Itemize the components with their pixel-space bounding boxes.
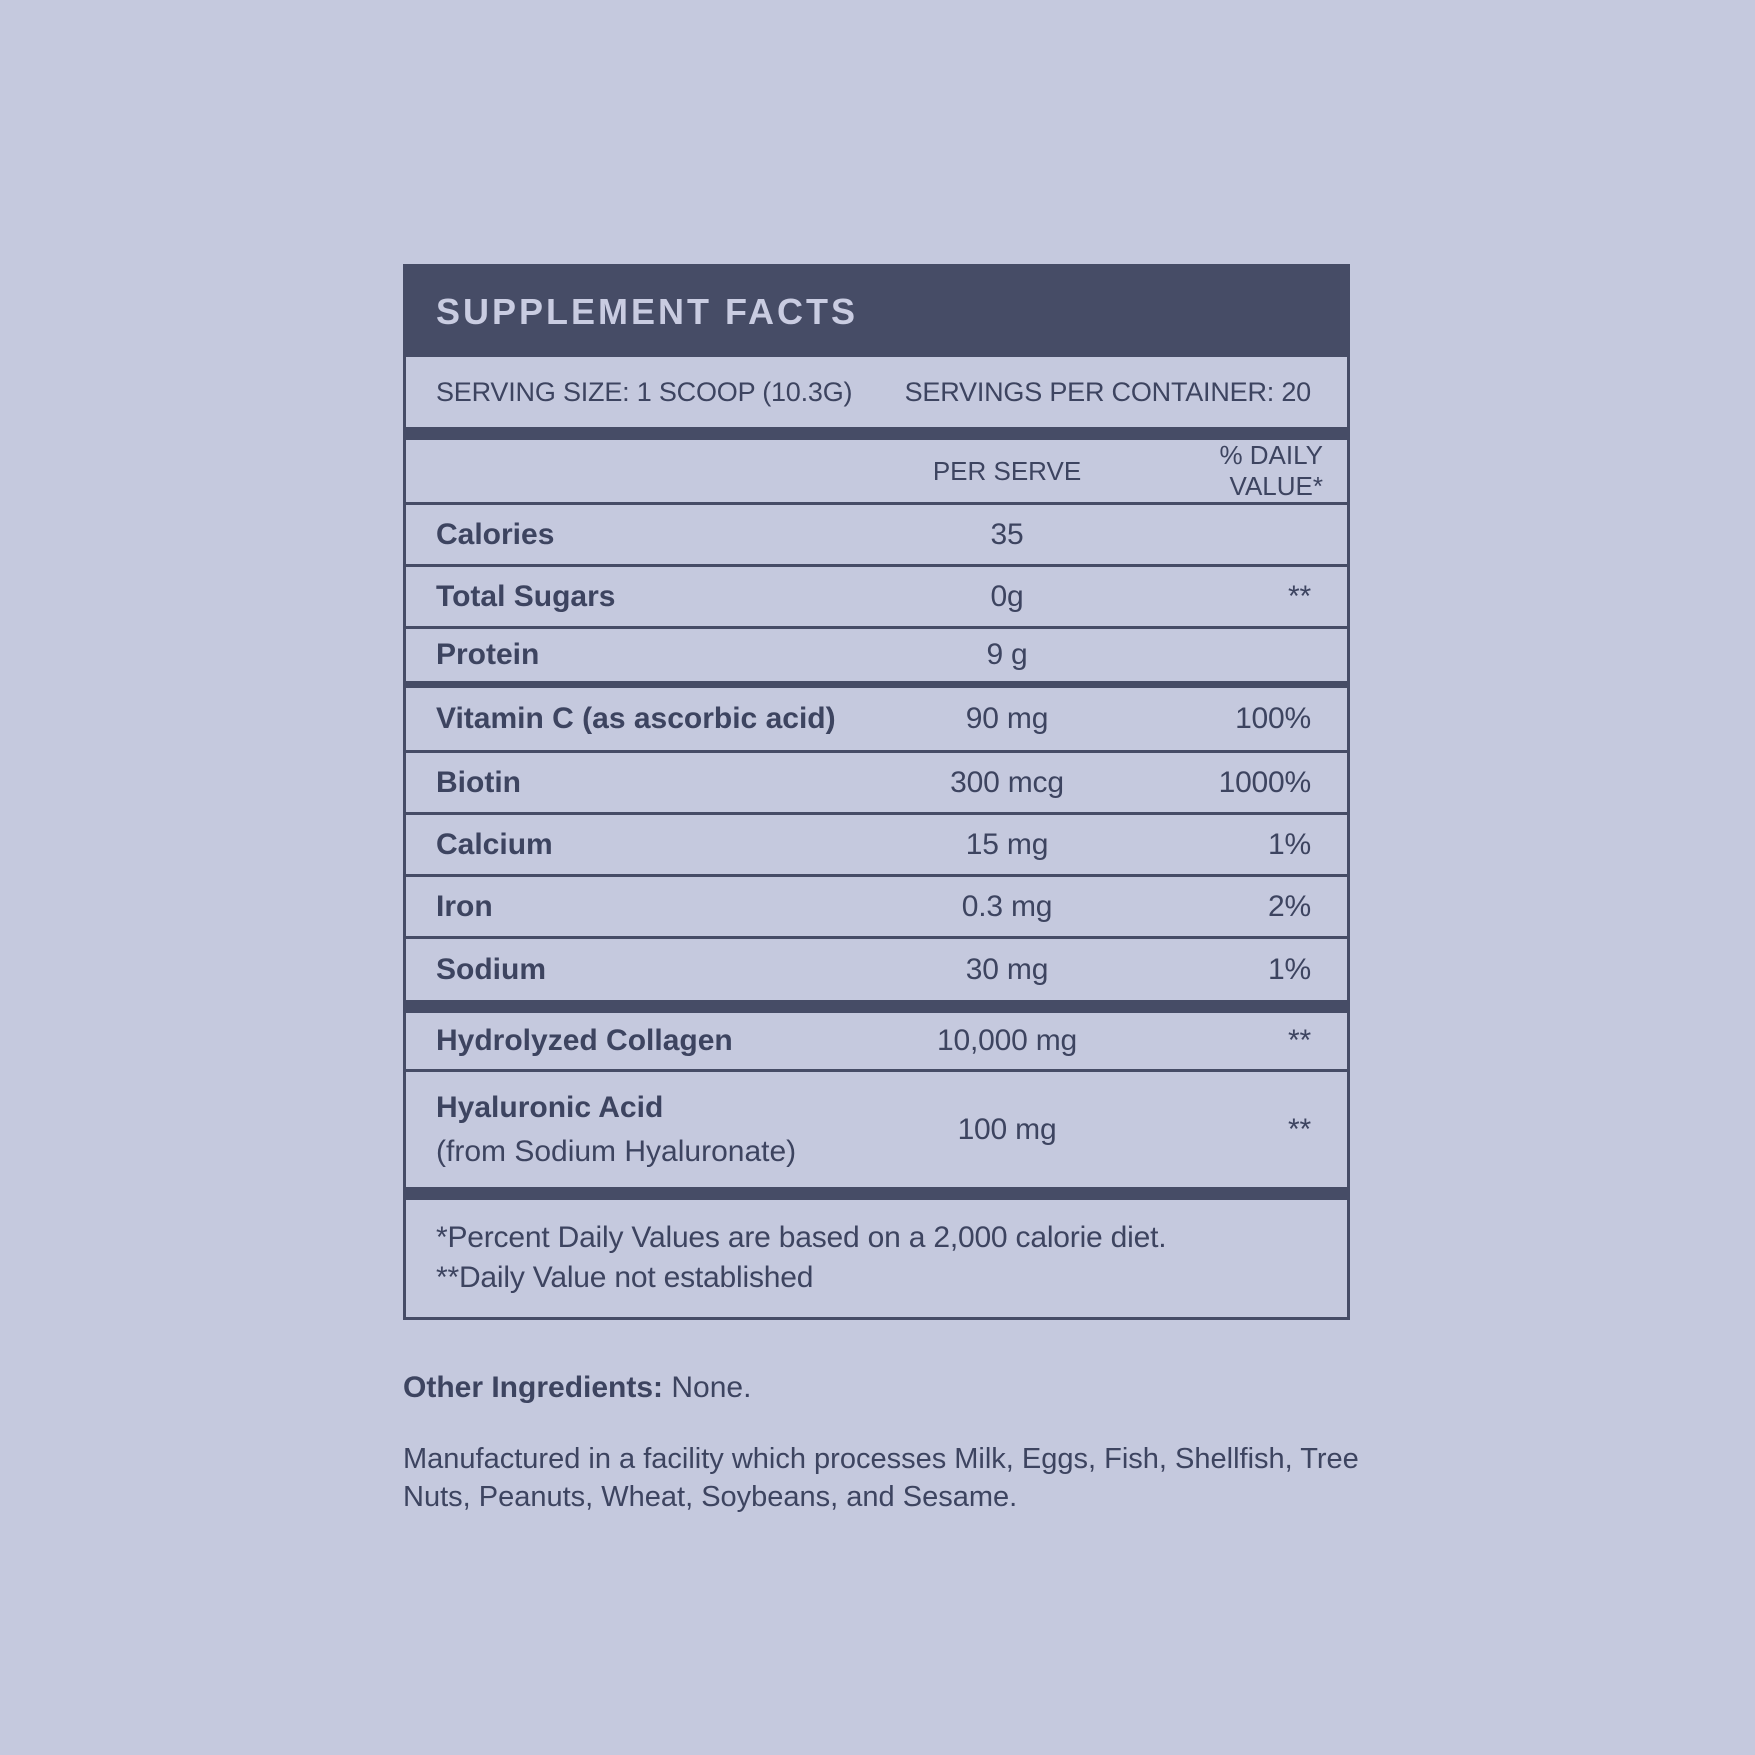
table-row-protein <box>406 626 1347 688</box>
nutrient-name: Sodium <box>436 952 546 986</box>
other-ingredients-label: Other Ingredients: <box>403 1371 664 1404</box>
allergen-statement: Manufactured in a facility which processes Milk, Eggs, Fish, Shellfish, Tree Nuts, Peanuts, Wheat, Soybeans, and Sesame. <box>403 1443 1359 1513</box>
other-ingredients-line <box>403 1368 1363 1407</box>
serving-info-row <box>406 357 1347 427</box>
nutrient-amount: 100 mg <box>957 1112 1057 1146</box>
nutrient-name: Protein <box>436 638 540 671</box>
nutrient-amount: 15 mg <box>965 827 1049 861</box>
section-divider-bar <box>406 1000 1347 1013</box>
nutrient-amount: 0g <box>990 579 1024 613</box>
servings-per-container-text: SERVINGS PER CONTAINER: 20 <box>904 376 1311 407</box>
nutrient-amount: 30 mg <box>965 952 1049 986</box>
nutrient-daily-value: ** <box>1288 1112 1311 1146</box>
nutrient-amount: 0.3 mg <box>961 889 1053 923</box>
supplement-facts-panel <box>403 264 1350 1320</box>
nutrient-amount: 9 g <box>986 638 1028 671</box>
below-panel-text <box>403 1368 1363 1516</box>
nutrient-daily-value: 1% <box>1268 952 1311 986</box>
panel-header-band <box>406 267 1347 357</box>
per-serve-column-header: PER SERVE <box>932 455 1082 486</box>
table-row-hyaluronic-acid <box>406 1069 1347 1187</box>
nutrient-name: Calcium <box>436 827 553 861</box>
nutrient-daily-value: 2% <box>1268 889 1311 923</box>
nutrient-daily-value: 1000% <box>1218 765 1311 799</box>
table-row-total-sugars <box>406 564 1347 626</box>
nutrient-daily-value: 100% <box>1235 702 1311 735</box>
nutrient-name: Calories <box>436 517 555 551</box>
daily-value-column-header: % DAILY VALUE* <box>1219 440 1323 501</box>
nutrient-name: Vitamin C (as ascorbic acid) <box>436 702 836 735</box>
nutrient-name: Biotin <box>436 765 521 799</box>
nutrient-name-sub: (from Sodium Hyaluronate) <box>436 1134 797 1168</box>
other-ingredients-value: None. <box>663 1371 752 1404</box>
section-divider-bar <box>406 427 1347 440</box>
nutrient-daily-value: ** <box>1288 1024 1311 1057</box>
nutrient-amount: 10,000 mg <box>937 1024 1077 1057</box>
section-divider-bar <box>406 1187 1347 1200</box>
nutrient-daily-value: ** <box>1288 579 1311 613</box>
table-row-calories <box>406 502 1347 564</box>
nutrient-name: Total Sugars <box>436 579 616 613</box>
table-row-biotin <box>406 750 1347 812</box>
nutrient-amount: 90 mg <box>965 702 1049 735</box>
nutrient-amount: 35 <box>990 517 1024 551</box>
table-row-vitamin-c <box>406 688 1347 750</box>
nutrient-amount: 300 mcg <box>950 765 1064 799</box>
table-row-calcium <box>406 812 1347 874</box>
footnote-daily-values: *Percent Daily Values are based on a 2,000 calorie diet. <box>436 1221 1167 1254</box>
nutrient-daily-value: 1% <box>1268 827 1311 861</box>
serving-size-text: SERVING SIZE: 1 SCOOP (10.3G) <box>436 376 853 407</box>
table-column-header <box>406 440 1347 502</box>
nutrient-name: Iron <box>436 889 493 923</box>
nutrient-name <box>406 1091 882 1169</box>
footnote-not-established: **Daily Value not established <box>436 1260 814 1294</box>
table-row-iron <box>406 874 1347 936</box>
nutrient-name: Hydrolyzed Collagen <box>436 1024 733 1057</box>
panel-title: SUPPLEMENT FACTS <box>436 291 859 332</box>
nutrient-name-main: Hyaluronic Acid <box>436 1090 664 1124</box>
footnote-block <box>406 1200 1347 1317</box>
table-row-sodium <box>406 936 1347 1000</box>
table-row-hydrolyzed-collagen <box>406 1013 1347 1069</box>
